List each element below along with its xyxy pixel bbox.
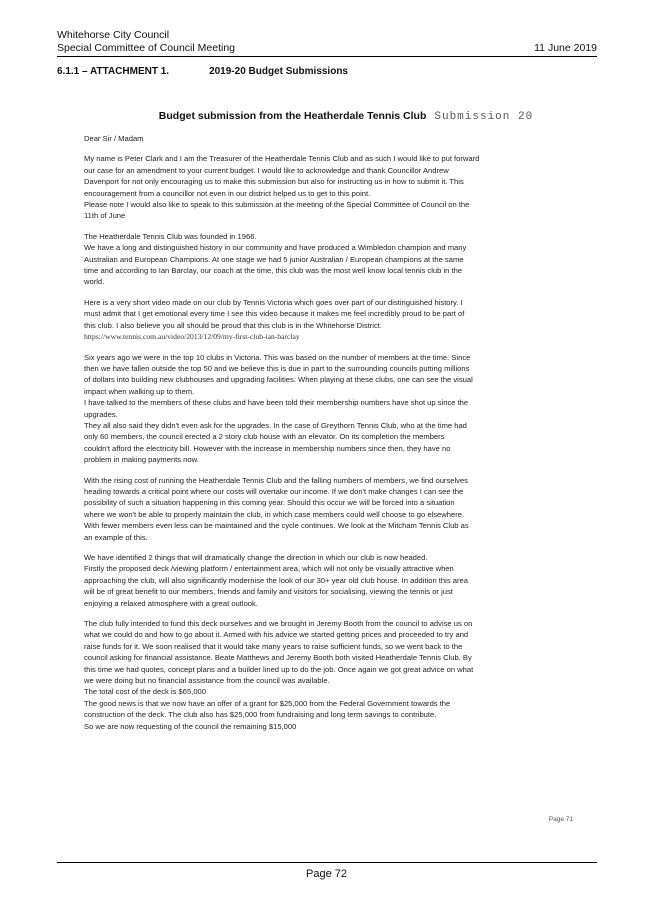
paragraph: Six years ago we were in the top 10 clubs in Victoria. This was based on the number of members at the time. Since then we have fallen outside the top 50 and we believe this is due in part to the surrounding councils putting millions of dollars into building new clubhouses and upgrading facilities. When playing at these clubs, one can see the visual impact when walking up to them. I have talked to the members of these clubs and have been told their membership numbers have shot up since the upgrades. They all also said they didn't even ask for the upgrades. In the case of Greythorn Tennis Club, who at the time had only 60 members, the council erected a 2 story club house with an elevator. On its completion the members couldn't afford the electricity bill. However with the increase in membership numbers since then, they have no problem in making payments now. (84, 352, 473, 465)
paragraph: We have identified 2 things that will dramatically change the direction in which our club is now headed. Firstly the proposed deck /viewing platform / entertainment area, which will not only be visually attractive when approaching the club, will also significantly modernise the look of our 30+ year old club house. In addition this area will be of great benefit to our members, friends and family and visitors for socialising, viewing the tennis or just enjoying a relaxed atmosphere with a great outlook. (84, 553, 468, 608)
scanned-letter (84, 110, 578, 741)
letter-title: Budget submission from the Heatherdale Tennis Club (158, 110, 427, 122)
submission-stamp: Submission 20 (434, 111, 534, 123)
video-link[interactable]: https://www.tennis.com.au/video/2013/12/09/my-first-club-ian-barclay (84, 332, 300, 342)
attachment-heading (57, 66, 348, 77)
paragraph: With the rising cost of running the Heatherdale Tennis Club and the falling numbers of members, we find ourselves heading towards a critical point where our costs will overtake our income. If we don't make changes I can see the possibility of such a situation happening in this coming year. Should this occur we will be forced into a situation where we won't be able to properly maintain the club, in which case members could well choose to go elsewhere. With fewer members even less can be maintained and the cycle continues. We look at the Mitcham Tennis Club as an example of this. (84, 475, 469, 542)
letter-title-row (114, 110, 578, 123)
paragraph: The club fully intended to fund this deck ourselves and we brought in Jeremy Booth from the council to advise us on what we could do and how to go about it. Armed with his advice we started getting prices and proceeded to try and raise funds for it. We soon realised that it would take many years to raise sufficient funds, so we went back to the council asking for financial assistance. Beate Matthews and Jeremy Booth both visited Heatherdale Tennis Club. By this time we had quotes, concept plans and a builder lined up to do the job. Once again we got great advice on what we were doing but no financial assistance from the council was available. The total cost of the deck is $65,000 The good news is that we now have an offer of a grant for $25,000 from the Federal Government towards the construction of the deck. The club also has $25,000 from fundraising and long term savings to contribute. So we are now requesting of the council the remaining $15,000 (84, 619, 474, 731)
document-header (57, 29, 597, 55)
header-divider (57, 56, 597, 57)
letter-body (84, 133, 578, 732)
footer-divider (57, 862, 597, 863)
attachment-title: 2019-20 Budget Submissions (209, 66, 348, 77)
meeting-date: 11 June 2019 (534, 42, 597, 54)
council-name: Whitehorse City Council (57, 29, 170, 41)
meeting-name: Special Committee of Council Meeting (57, 42, 235, 54)
salutation: Dear Sir / Madam (84, 134, 144, 143)
paragraph: Here is a very short video made on our club by Tennis Victoria which goes over part of our distinguished history. I must admit that I get emotional every time I see this video because it makes me feel incredibly proud to be part of this club. I also believe you all should be proud that this club is in the Whitehorse District. https://www.tennis.com.au/video/2013/12/09/my-first-club-ian-barclay (84, 297, 578, 343)
page-number: Page 72 (306, 868, 347, 880)
paragraph: The Heatherdale Tennis Club was founded in 1966. We have a long and distinguished history in our community and have produced a Wimbledon champion and many Australian and European Champions. At one stage we had 5 junior Australian / European champions at the same time and according to Ian Barclay, our coach at the time, this club was the most well know local tennis club in the world. (84, 231, 467, 287)
scanned-page-number: Page 71 (548, 816, 573, 823)
paragraph: My name is Peter Clark and I am the Treasurer of the Heatherdale Tennis Club and as such I would like to put forward our case for an amendment to your current budget. I would like to acknowledge and thank Councillor Andrew Davenport for not only encouraging us to make this submission but also for instructing us in how to submit it. This encouragement from a councillor not even in our district helped us to get to this point. Please note I would also like to speak to this submission at the meeting of the Special Committee of Council on the 11th of June (84, 154, 480, 221)
attachment-label: 6.1.1 – ATTACHMENT 1. (57, 66, 170, 77)
